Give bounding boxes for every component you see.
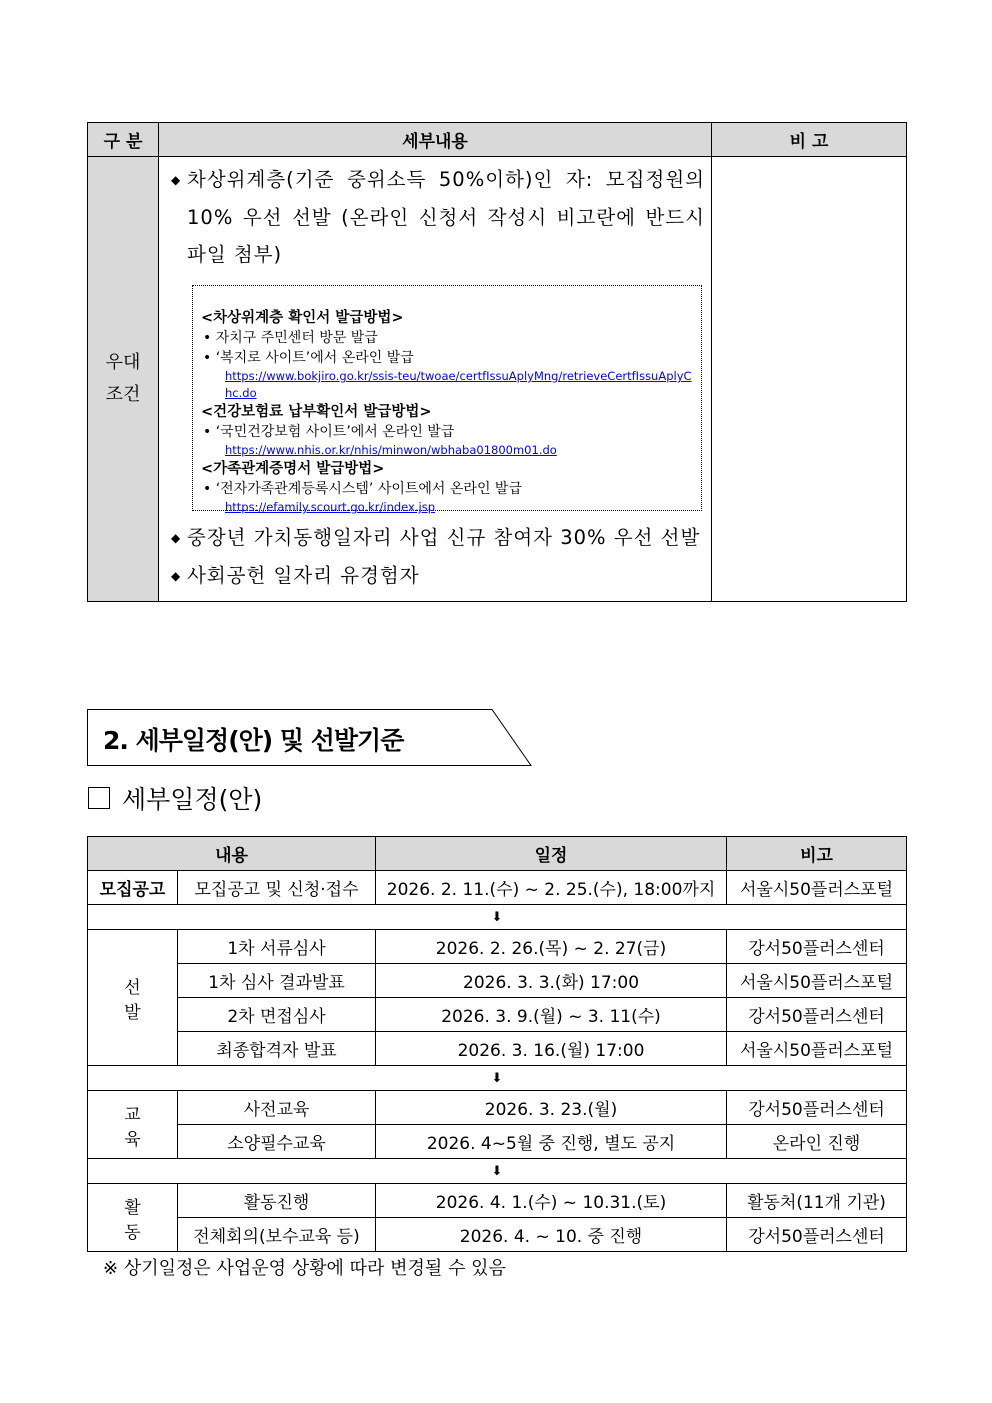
table-row <box>88 871 907 905</box>
bullet-item: ◆ 사회공헌 일자리 유경험자 <box>165 557 705 595</box>
row-item: 1차 서류심사 <box>178 930 376 964</box>
table-row <box>88 998 907 1032</box>
row-date: 2026. 4. ~ 10. 중 진행 <box>376 1218 727 1252</box>
box-item: • ‘국민건강보험 사이트’에서 온라인 발급 <box>203 424 455 440</box>
bullet-item: ◆ 차상위계층(기준 중위소득 50%이하)인 자: 모집정원의 10% 우선 선발 (온라인 신청서 작성시 비고란에 반드시 파일 첨부) <box>165 161 705 273</box>
row-item: 최종합격자 발표 <box>178 1032 376 1066</box>
row-note: 활동처(11개 기관) <box>727 1184 907 1218</box>
section-title-box <box>87 709 532 766</box>
row-date: 2026. 3. 23.(월) <box>376 1091 727 1125</box>
row-item: 사전교육 <box>178 1091 376 1125</box>
category-line: 우대 <box>105 352 141 373</box>
remarks-cell <box>712 157 907 602</box>
row-date: 2026. 2. 11.(수) ~ 2. 25.(수), 18:00까지 <box>376 871 727 905</box>
box-heading: <차상위계층 확인서 발급방법> <box>201 310 404 326</box>
footnote: ※ 상기일정은 사업운영 상황에 따라 변경될 수 있음 <box>103 1258 506 1279</box>
schedule-header-row <box>88 837 907 871</box>
row-note: 서울시50플러스포털 <box>727 871 907 905</box>
header-note: 비고 <box>727 837 907 871</box>
row-item: 활동진행 <box>178 1184 376 1218</box>
header-remarks: 비 고 <box>712 123 907 157</box>
down-arrow-icon: ⬇ <box>88 1066 907 1091</box>
row-note: 강서50플러스센터 <box>727 1218 907 1252</box>
row-date: 2026. 3. 9.(월) ~ 3. 11(수) <box>376 998 727 1032</box>
bullet-icon: ◆ <box>171 569 182 583</box>
checkbox-square-icon <box>88 787 110 809</box>
box-item: • ‘복지로 사이트’에서 온라인 발급 <box>203 350 414 366</box>
table-row <box>88 1218 907 1252</box>
arrow-row <box>88 1066 907 1091</box>
table-row <box>88 1184 907 1218</box>
header-details: 세부내용 <box>159 123 712 157</box>
category-line: 조건 <box>105 384 141 405</box>
header-content: 내용 <box>88 837 376 871</box>
row-note: 서울시50플러스포털 <box>727 1032 907 1066</box>
table-row <box>88 930 907 964</box>
row-date: 2026. 2. 26.(목) ~ 2. 27(금) <box>376 930 727 964</box>
row-date: 2026. 4~5월 중 진행, 별도 공지 <box>376 1125 727 1159</box>
row-date: 2026. 3. 3.(화) 17:00 <box>376 964 727 998</box>
row-note: 강서50플러스센터 <box>727 1091 907 1125</box>
sub-title: 세부일정(안) <box>88 780 262 816</box>
selection-label: 선발 <box>88 930 178 1066</box>
bokjiro-link[interactable]: https://www.bokjiro.go.kr/ssis-teu/twoae/certfIssuAplyMng/retrieveCertfIssuAplyChc.do <box>225 369 692 400</box>
row-date: 2026. 4. 1.(수) ~ 10.31.(토) <box>376 1184 727 1218</box>
bullet-item: ◆ 중장년 가치동행일자리 사업 신규 참여자 30% 우선 선발 <box>165 519 705 557</box>
table-row <box>88 1091 907 1125</box>
efamily-link[interactable]: https://efamily.scourt.go.kr/index.jsp <box>225 500 435 514</box>
down-arrow-icon: ⬇ <box>88 905 907 930</box>
row-date: 2026. 3. 16.(월) 17:00 <box>376 1032 727 1066</box>
table-row <box>88 1125 907 1159</box>
box-item: • ‘전자가족관계등록시스템’ 사이트에서 온라인 발급 <box>203 481 522 497</box>
bullet-icon: ◆ <box>171 173 182 187</box>
certificate-info-box <box>192 285 702 514</box>
recruit-label: 모집공고 <box>88 871 178 905</box>
schedule-table <box>87 836 907 1252</box>
arrow-row <box>88 905 907 930</box>
activity-label: 활동 <box>88 1184 178 1252</box>
box-heading: <가족관계증명서 발급방법> <box>201 461 385 477</box>
box-heading: <건강보험료 납부확인서 발급방법> <box>201 404 432 420</box>
arrow-row <box>88 1159 907 1184</box>
header-category: 구 분 <box>88 123 159 157</box>
down-arrow-icon: ⬇ <box>88 1159 907 1184</box>
table-header-row <box>88 123 907 157</box>
box-item: • 자치구 주민센터 방문 발급 <box>203 330 378 346</box>
bullet-icon: ◆ <box>171 531 182 545</box>
row-item: 모집공고 및 신청·접수 <box>178 871 376 905</box>
nhis-link[interactable]: https://www.nhis.or.kr/nhis/minwon/wbhaba01800m01.do <box>225 443 557 457</box>
section-title: 2. 세부일정(안) 및 선발기준 <box>103 726 404 755</box>
preference-table <box>87 122 907 602</box>
row-note: 온라인 진행 <box>727 1125 907 1159</box>
details-cell <box>159 157 712 602</box>
education-label: 교육 <box>88 1091 178 1159</box>
row-item: 1차 심사 결과발표 <box>178 964 376 998</box>
row-item: 소양필수교육 <box>178 1125 376 1159</box>
preference-row <box>88 157 907 602</box>
category-cell <box>88 157 159 602</box>
row-item: 전체회의(보수교육 등) <box>178 1218 376 1252</box>
table-row <box>88 964 907 998</box>
table-row <box>88 1032 907 1066</box>
row-note: 강서50플러스센터 <box>727 930 907 964</box>
row-note: 서울시50플러스포털 <box>727 964 907 998</box>
header-date: 일정 <box>376 837 727 871</box>
row-note: 강서50플러스센터 <box>727 998 907 1032</box>
row-item: 2차 면접심사 <box>178 998 376 1032</box>
